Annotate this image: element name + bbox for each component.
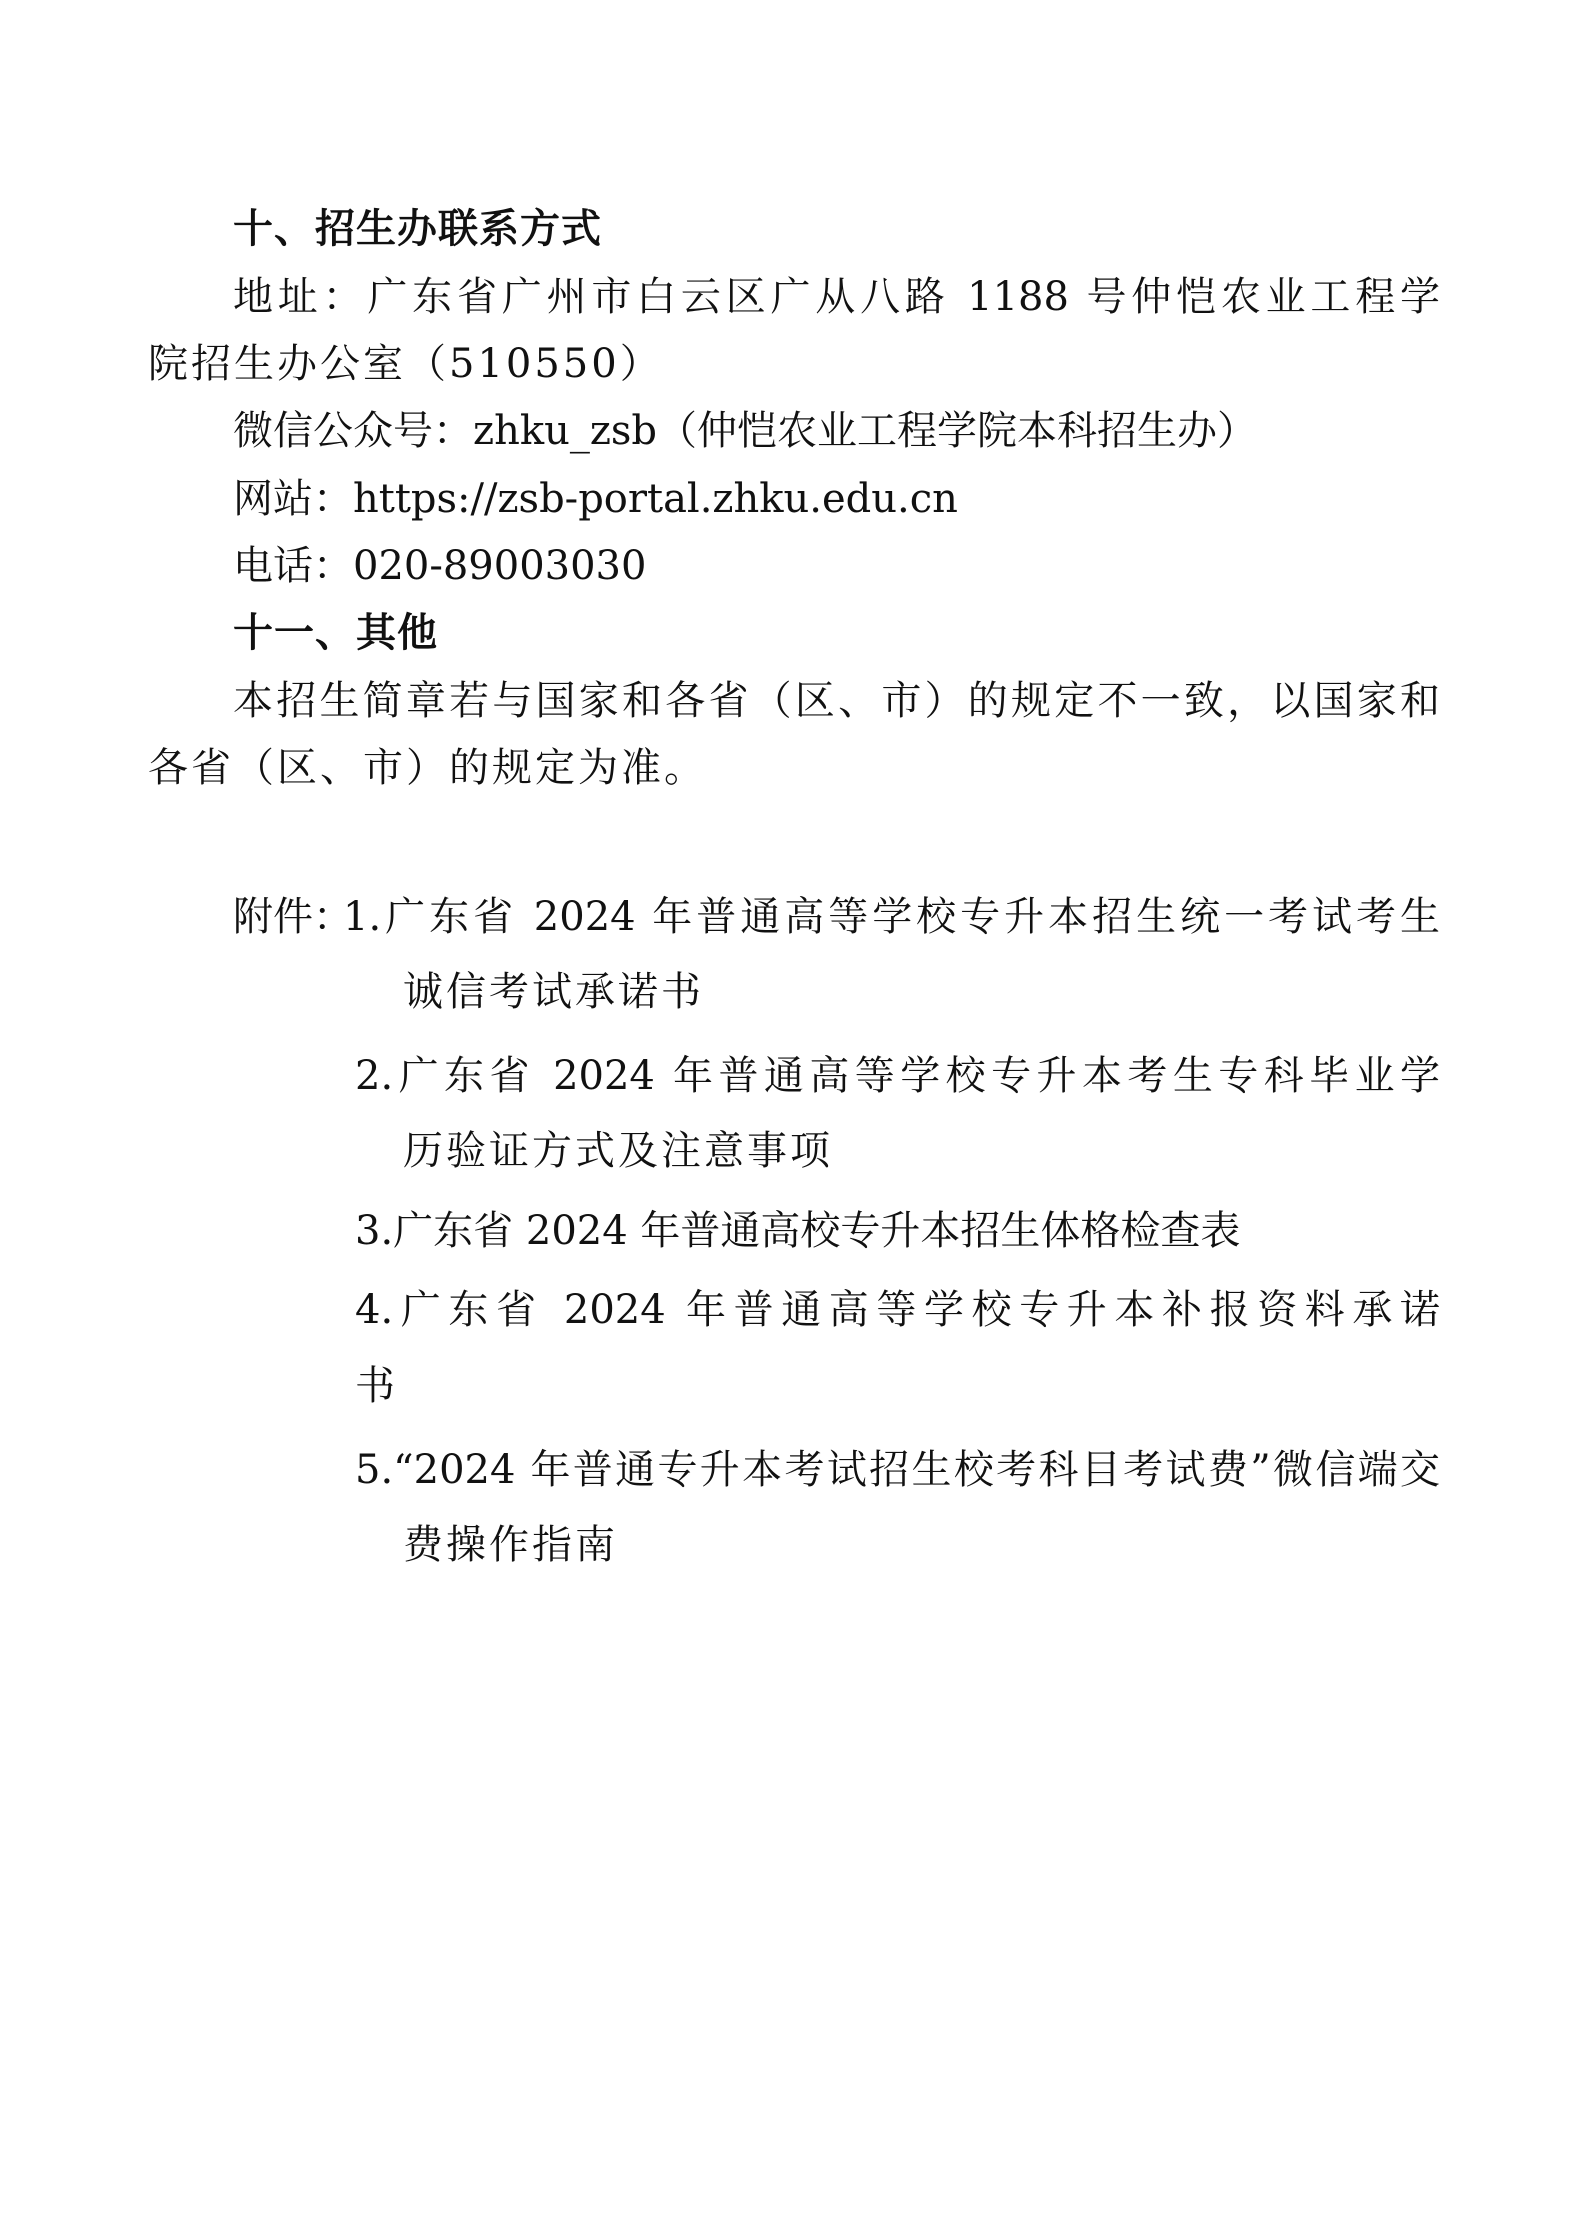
website: 网站：https://zsb-portal.zhku.edu.cn bbox=[233, 476, 958, 522]
attachment-5-line-1: 5.“2024 年普通专升本考试招生校考科目考试费”微信端交 bbox=[355, 1447, 1440, 1493]
attachment-2-line-2: 历验证方式及注意事项 bbox=[403, 1128, 833, 1174]
section-11-heading: 十一、其他 bbox=[233, 610, 438, 656]
section-11-body-line-2: 各省（区、市）的规定为准。 bbox=[148, 745, 707, 791]
attachment-1-line-1: 1.广东省 2024 年普通高等学校专升本招生统一考试考生 bbox=[343, 894, 1440, 940]
phone: 电话：020-89003030 bbox=[233, 543, 647, 589]
attachment-4-line-1: 4.广东省 2024 年普通高等学校专升本补报资料承诺 bbox=[355, 1287, 1440, 1333]
section-10-heading: 十、招生办联系方式 bbox=[233, 206, 602, 252]
address-line-2: 院招生办公室（510550） bbox=[148, 341, 663, 387]
section-11-body-line-1: 本招生简章若与国家和各省（区、市）的规定不一致，以国家和 bbox=[233, 678, 1440, 724]
attachment-2-line-1: 2.广东省 2024 年普通高等学校专升本考生专科毕业学 bbox=[355, 1053, 1440, 1099]
attachments-label: 附件： bbox=[233, 894, 353, 940]
wechat-account: 微信公众号：zhku_zsb（仲恺农业工程学院本科招生办） bbox=[233, 408, 1258, 454]
attachment-3-line-1: 3.广东省 2024 年普通高校专升本招生体格检查表 bbox=[355, 1208, 1241, 1254]
attachment-4-line-2: 书 bbox=[355, 1363, 395, 1409]
attachment-1-line-2: 诚信考试承诺书 bbox=[403, 969, 704, 1015]
attachment-5-line-2: 费操作指南 bbox=[403, 1522, 618, 1568]
address-line-1: 地址：广东省广州市白云区广从八路 1188 号仲恺农业工程学 bbox=[233, 274, 1440, 320]
